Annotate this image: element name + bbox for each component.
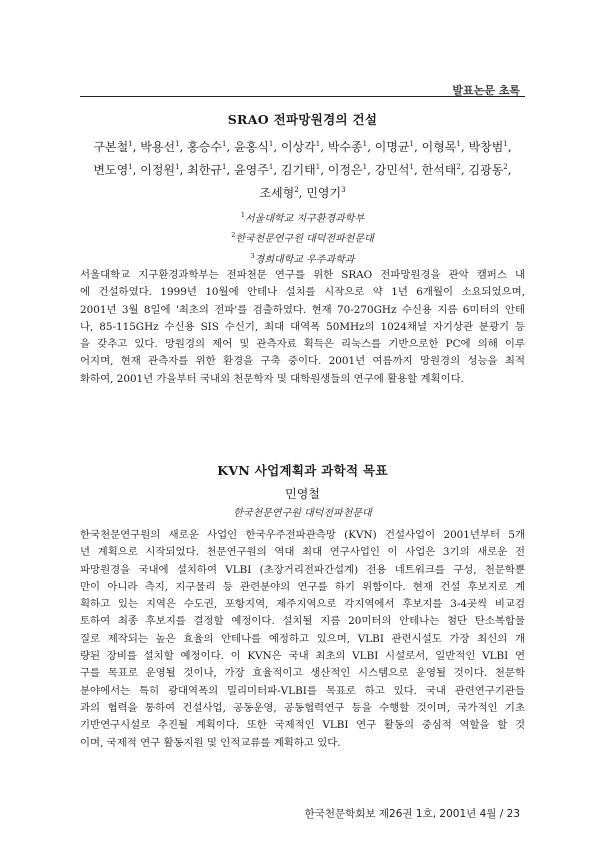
author-name: 윤영주	[234, 163, 269, 177]
author-affiliation-mark: 1	[175, 163, 180, 171]
author-affiliation-mark: 3	[341, 186, 346, 194]
abstract-line: 서울대학교 지구환경과학부는 전파천문 연구를 위한 SRAO 전파망원경을 관악 캠퍼스 내	[80, 269, 525, 281]
article-1-title: SRAO 전파망원경의 건설	[227, 112, 378, 127]
author-affiliation-mark: 1	[315, 163, 321, 171]
author-name: 변도영	[93, 163, 129, 177]
author-affiliation-mark: 1	[362, 163, 368, 171]
author-name: 이형목	[421, 140, 457, 154]
abstract-line: 분야에서는 특히 광대역폭의 밀리미터파-VLBI를 목표로 하고 있다. 국내 관련연구기관들	[80, 684, 525, 697]
author-name: 최한규	[187, 163, 222, 177]
author-name: 홍승수	[187, 140, 222, 154]
abstract-line: 이며, 국제적 연구 활동지원 및 인적교류를 계획하고 있다.	[80, 736, 341, 749]
author-affiliation-mark: 2	[503, 163, 508, 171]
author-affiliation-mark: 2	[456, 163, 461, 171]
abstract-line: 한국천문연구원의 새로운 사업인 한국우주전파관측망 (KVN) 건설사업이 2001년부터 5개	[80, 529, 525, 541]
article-2-title: KVN 사업계획과 과학적 목표	[217, 463, 388, 478]
author-affiliation-mark: 1	[409, 140, 414, 148]
author-name: 조세형	[259, 186, 295, 200]
author-name: 한석태	[421, 163, 457, 177]
article-2-affiliation: 한국천문연구원 대덕전파천문대	[233, 508, 372, 519]
author-affiliation-mark: 1	[221, 163, 227, 171]
abstract-line: 을 갖추고 있다. 망원경의 제어 및 관측자료 획득은 리눅스를 기반으로한 PC에 의해 이루	[80, 338, 525, 351]
article-1-abstract	[80, 267, 525, 388]
author-name: 김광동	[468, 163, 504, 177]
affiliation-line	[80, 248, 525, 268]
article-2-abstract	[80, 527, 525, 752]
abstract-line: 과의 협력을 통하여 건설사업, 공동운영, 공동협력연구 등을 수행할 것이며, 국가적인 기초	[80, 701, 525, 714]
author-affiliation-mark: 1	[128, 163, 133, 171]
abstract-line: 량된 장비를 설치할 예정이다. 이 KVN은 국내 최초의 VLBI 시설로서, 일반적인 VLBI 연	[80, 650, 525, 663]
affiliation-name: 경희대학교 우주과학과	[254, 253, 355, 265]
article-1-authors: 구본철$^1$, 박용선$^1$, 홍승수$^1$, 윤홍식$^1$, 이상각$^1$, 박수종$^1$, 이명균$^1$, 이형목$^1$, 박창범$^1$, 변도영$^1$, 이정원$^1$, 최한규$^1$, 윤영주$^1$, 김기태$^1$, 이정은$^1$, 강민석$^1$, 한석태$^2$, 김광동$^2$, 조세형$^2$, 민영기$^3$	[93, 140, 512, 200]
abstract-line: 구를 목표로 운영될 것이나, 가장 효율적이고 생산적인 시스템으로 운영될 것이다. 천문학	[80, 667, 525, 680]
page-footer-citation: 한국천문학회보 제26권 1호, 2001년 4월 / 23	[304, 808, 520, 820]
author-affiliation-mark: 1	[315, 140, 321, 148]
author-name: 박용선	[140, 140, 176, 154]
abstract-line: 에 건설하였다. 1999년 10월에 안테나 설치를 시작으로 약 1년 6개월이 소요되었으며,	[80, 286, 525, 299]
abstract-line: 화하여, 2001년 가을부터 국내외 천문학자 및 대학원생들의 연구에 활용할 계획이다.	[80, 372, 464, 385]
author-affiliation-mark: 1	[221, 140, 227, 148]
author-affiliation-mark: 1	[268, 163, 274, 171]
author-affiliation-mark: 1	[175, 140, 180, 148]
abstract-line: 기반연구시설로 추진될 계획이다. 또한 국제적인 VLBI 연구 활동의 중심적 역할을 할 것	[80, 719, 525, 732]
abstract-line: 질로 제작되는 높은 효율의 안테나를 예정하고 있으며, VLBI 관련시설도 가장 최신의 개	[80, 632, 525, 645]
affiliation-number: 1	[240, 211, 246, 219]
author-name: 이정은	[327, 163, 363, 177]
section-label: 발표논문 초록	[452, 84, 520, 97]
abstract-line: 나, 85-115GHz 수신용 SIS 수신기, 최대 대역폭 50MHz의 1024채널 자기상관 분광기 등	[80, 320, 525, 333]
author-affiliation-mark: 1	[456, 140, 461, 148]
author-affiliation-mark: 1	[503, 140, 508, 148]
author-name: 이정원	[140, 163, 176, 177]
author-name: 이상각	[280, 140, 316, 154]
author-name: 강민석	[374, 163, 410, 177]
article-1-affiliations	[80, 207, 525, 268]
author-affiliation-mark: 2	[294, 186, 299, 194]
article-1	[80, 110, 525, 268]
abstract-line: 만이 아니라 측지, 지구물리 등 관련분야의 연구를 하기 위함이다. 현재 건설 후보지로 계	[80, 580, 525, 593]
abstract-line: 토하여 최종 후보지를 결정할 예정이다. 설치될 지름 20미터의 안테나는 첨단 탄소복합물	[80, 615, 525, 628]
author-name: 김기태	[280, 163, 316, 177]
author-affiliation-mark: 1	[268, 140, 274, 148]
author-name: 윤홍식	[234, 140, 269, 154]
affiliation-name: 한국천문연구원 대덕전파천문대	[235, 233, 374, 245]
author-affiliation-mark: 1	[409, 163, 414, 171]
article-2	[80, 461, 525, 522]
affiliation-number: 2	[231, 231, 236, 240]
affiliation-line	[80, 227, 525, 247]
abstract-line: 파망원경을 국내에 설치하여 VLBI (초장거리전파간섭계) 전용 네트워크를 구성, 천문학뿐	[80, 563, 525, 576]
affiliation-line	[80, 207, 525, 227]
affiliation-number: 3	[250, 251, 255, 260]
header-rule	[80, 96, 525, 97]
affiliation-name: 서울대학교 지구환경과학부	[245, 213, 365, 225]
article-2-author: 민영철	[285, 487, 320, 501]
author-name: 구본철	[93, 140, 129, 154]
author-affiliation-mark: 1	[362, 140, 368, 148]
author-name: 민영기	[306, 186, 342, 200]
abstract-line: 획하고 있는 지역은 수도권, 포항지역, 제주지역으로 각지역에서 후보지를 3-4곳씩 비교검	[80, 598, 525, 611]
abstract-line: 2001년 3월 8일에 '최초의 전파'를 검출하였다. 현재 70-270GHz 수신용 지름 6미터의 안테	[80, 303, 525, 316]
author-affiliation-mark: 1	[128, 140, 133, 148]
author-name: 박수종	[327, 140, 363, 154]
author-name: 이명균	[374, 140, 410, 154]
abstract-line: 어지며, 현재 관측자를 위한 환경을 구축 중이다. 2001년 여름까지 망원경의 성능을 최적	[80, 355, 525, 368]
abstract-line: 년 계획으로 시작되었다. 천문연구원의 역대 최대 연구사업인 이 사업은 3기의 새로운 전	[80, 546, 525, 559]
author-name: 박창범	[468, 140, 504, 154]
